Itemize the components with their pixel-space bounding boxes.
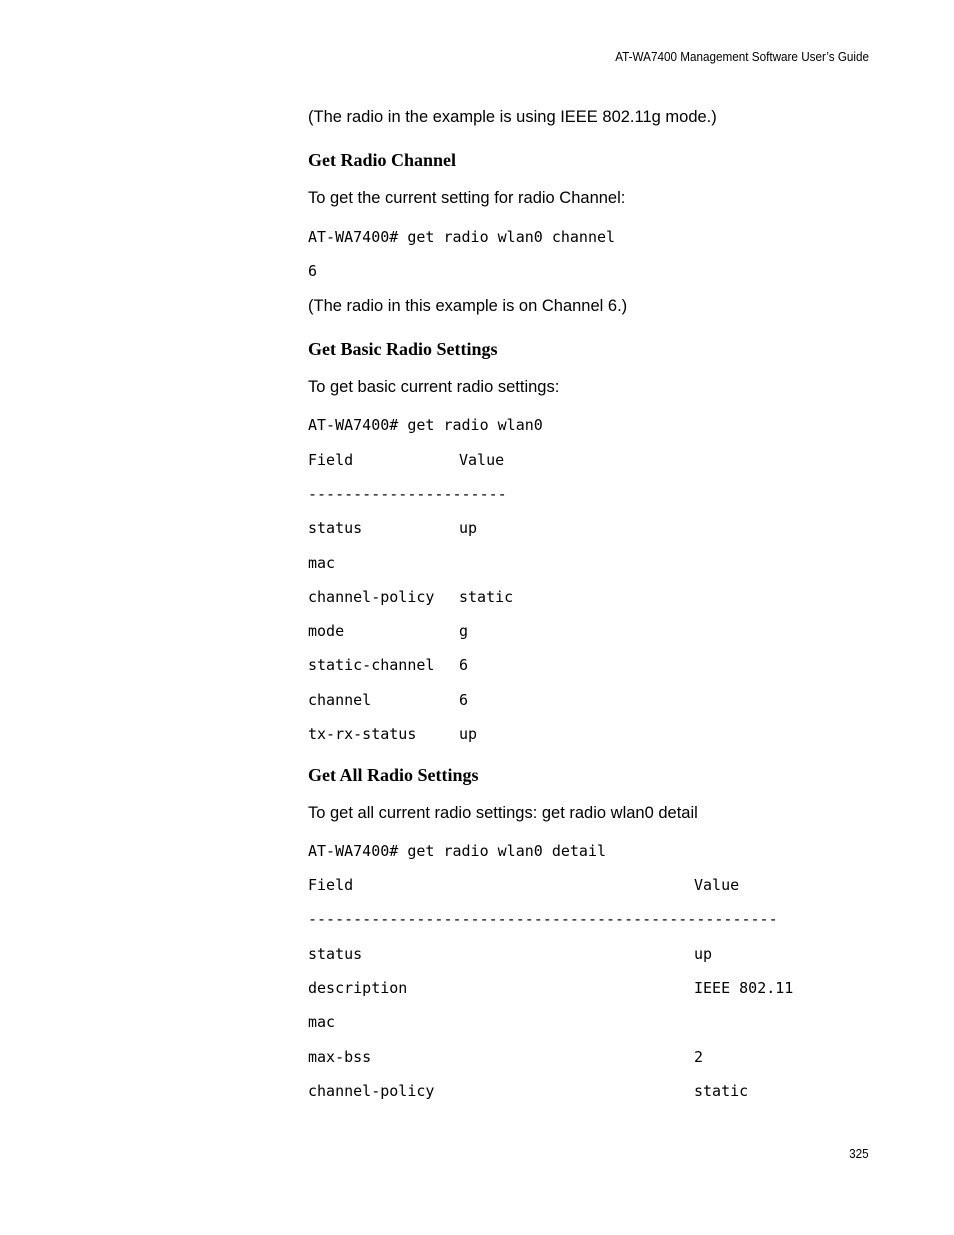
heading-get-all-radio-settings: Get All Radio Settings <box>308 765 479 785</box>
table-row-field: tx-rx-status <box>308 725 417 743</box>
table-row-value: IEEE 802.11 <box>694 979 794 997</box>
table-row-value: up <box>694 945 713 963</box>
table-row-field: channel-policy <box>308 588 435 606</box>
basic-table-separator: ---------------------- <box>308 485 507 503</box>
table-row-value: up <box>459 725 478 743</box>
table-row-value: g <box>459 622 469 640</box>
table-row-value: up <box>459 519 478 537</box>
basic-description: To get basic current radio settings: <box>308 378 560 396</box>
table-row-field: channel <box>308 691 372 709</box>
table-row-field: status <box>308 519 363 537</box>
cli-command: get radio wlan0 <box>407 416 543 434</box>
cli-prompt: AT-WA7400# <box>308 416 399 434</box>
table-row-field: description <box>308 979 408 997</box>
page-number: 325 <box>849 1146 869 1161</box>
basic-table-header-field: Field <box>308 451 354 469</box>
cli-command: get radio wlan0 channel <box>407 228 616 246</box>
table-row-value: 2 <box>694 1048 704 1066</box>
all-table-header-value: Value <box>694 876 740 894</box>
basic-command-line <box>308 416 543 434</box>
heading-get-basic-radio-settings: Get Basic Radio Settings <box>308 339 498 359</box>
running-header: AT-WA7400 Management Software User’s Guide <box>615 49 869 64</box>
table-row-value: static <box>694 1082 749 1100</box>
channel-description: To get the current setting for radio Channel: <box>308 189 626 207</box>
channel-command-line <box>308 228 615 246</box>
channel-output: 6 <box>308 262 318 280</box>
channel-note: (The radio in this example is on Channel 6.) <box>308 297 628 315</box>
table-row-value: 6 <box>459 656 469 674</box>
all-table-header-field: Field <box>308 876 354 894</box>
table-row-field: static-channel <box>308 656 435 674</box>
basic-table-header-value: Value <box>459 451 505 469</box>
table-row-field: mac <box>308 1013 336 1031</box>
table-row-field: max-bss <box>308 1048 372 1066</box>
intro-note: (The radio in the example is using IEEE 802.11g mode.) <box>308 108 717 126</box>
table-row-field: channel-policy <box>308 1082 435 1100</box>
all-description: To get all current radio settings: get radio wlan0 detail <box>308 804 698 822</box>
table-row-field: mac <box>308 554 336 572</box>
table-row-field: status <box>308 945 363 963</box>
cli-command: get radio wlan0 detail <box>407 842 607 860</box>
cli-prompt: AT-WA7400# <box>308 842 399 860</box>
heading-get-radio-channel: Get Radio Channel <box>308 150 457 170</box>
table-row-value: 6 <box>459 691 469 709</box>
all-command-line <box>308 842 606 860</box>
cli-prompt: AT-WA7400# <box>308 228 399 246</box>
all-table-separator: ---------------------------------------------------- <box>308 910 778 928</box>
table-row-value: static <box>459 588 514 606</box>
table-row-field: mode <box>308 622 345 640</box>
